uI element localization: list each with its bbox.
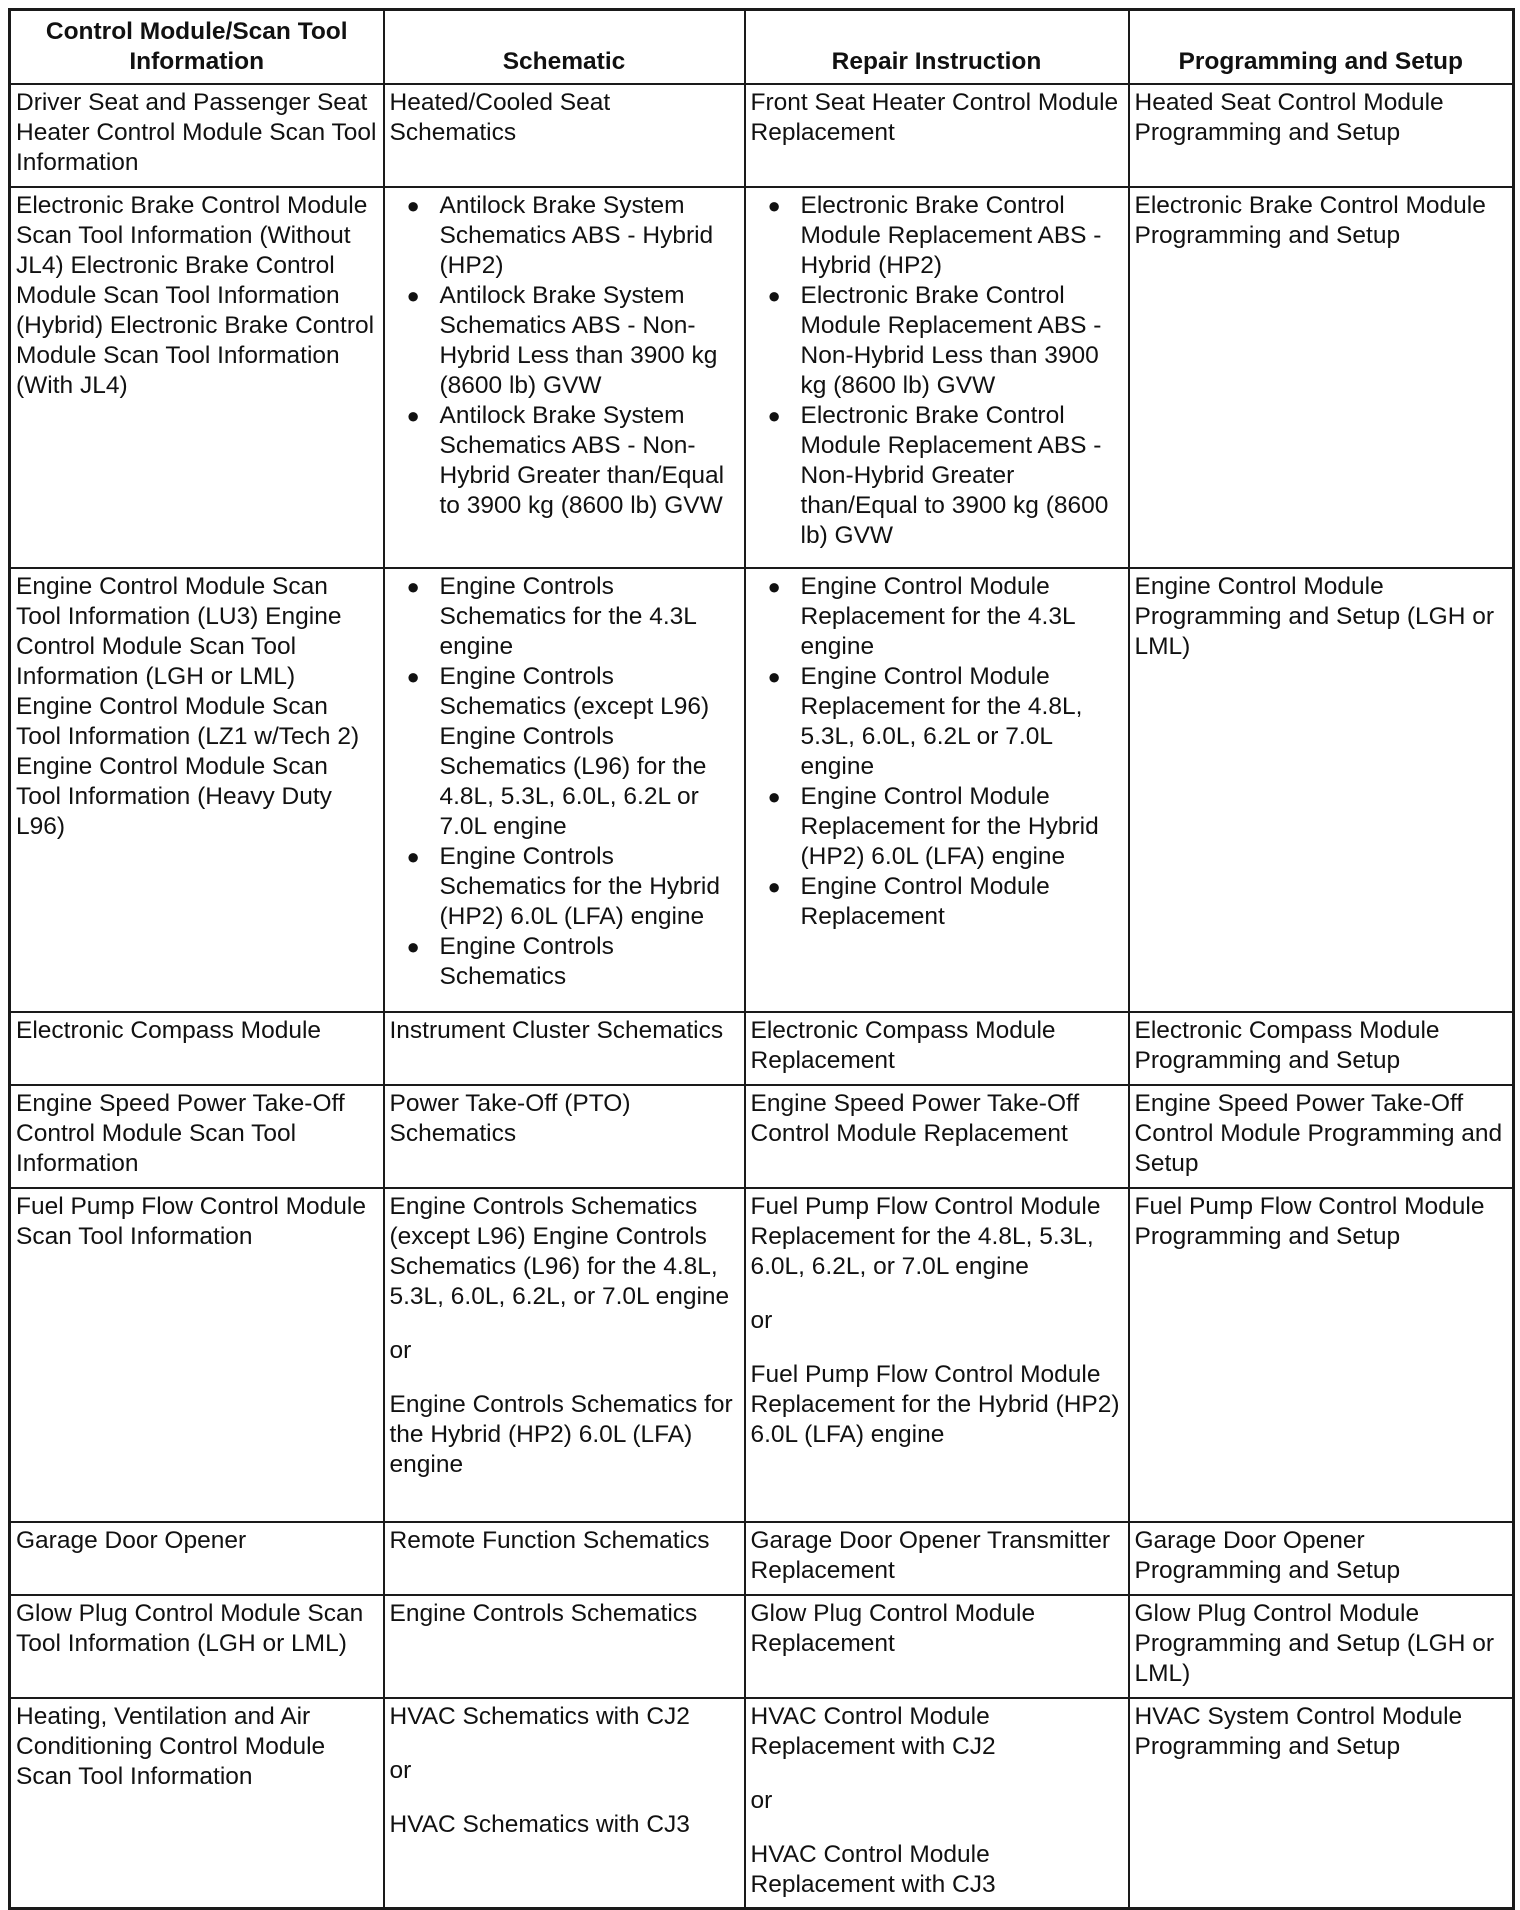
module-cell: Heating, Ventilation and Air Conditioning Control Module Scan Tool Information xyxy=(10,1698,384,1909)
programming-cell: Engine Control Module Programming and Setup (LGH or LML) xyxy=(1129,568,1514,1012)
schematic-cell: Instrument Cluster Schematics xyxy=(384,1012,745,1085)
module-cell: Engine Control Module Scan Tool Information (LU3) Engine Control Module Scan Tool Information (LGH or LML) Engine Control Module Scan Tool Information (LZ1 w/Tech 2) Engine Control Module Scan Tool Information (Heavy Duty L96) xyxy=(10,568,384,1012)
list-item: ● Engine Controls Schematics (except L96) Engine Controls Schematics (L96) for the 4.8L, 5.3L, 6.0L, 6.2L or 7.0L engine xyxy=(390,662,738,842)
programming-cell: Fuel Pump Flow Control Module Programming and Setup xyxy=(1129,1188,1514,1522)
programming-cell: Electronic Brake Control Module Programming and Setup xyxy=(1129,187,1514,568)
schematic-list xyxy=(390,191,738,521)
repair-option-b: Fuel Pump Flow Control Module Replacement for the Hybrid (HP2) 6.0L (LFA) engine xyxy=(750,1360,1120,1448)
schematic-cell xyxy=(384,1698,745,1909)
repair-cell: Front Seat Heater Control Module Replacement xyxy=(745,84,1129,187)
schematic-list xyxy=(390,572,738,992)
table-row xyxy=(10,187,1514,568)
list-item: ● Engine Control Module Replacement xyxy=(751,872,1122,932)
table-row xyxy=(10,1085,1514,1188)
repair-cell: Glow Plug Control Module Replacement xyxy=(745,1595,1129,1698)
repair-option-a: HVAC Control Module Replacement with CJ2 xyxy=(750,1702,996,1760)
programming-cell: Heated Seat Control Module Programming and Setup xyxy=(1129,84,1514,187)
list-item: ● Engine Controls Schematics xyxy=(390,932,738,992)
table-row xyxy=(10,1698,1514,1909)
header-schematic: Schematic xyxy=(384,10,745,84)
programming-cell: Engine Speed Power Take-Off Control Module Programming and Setup xyxy=(1129,1085,1514,1188)
repair-list xyxy=(751,572,1122,932)
programming-cell: Electronic Compass Module Programming and Setup xyxy=(1129,1012,1514,1085)
list-item: ● Electronic Brake Control Module Replacement ABS - Hybrid (HP2) xyxy=(751,191,1122,281)
repair-option-b: HVAC Control Module Replacement with CJ3 xyxy=(750,1840,996,1898)
control-module-table xyxy=(8,8,1515,1910)
programming-cell: Garage Door Opener Programming and Setup xyxy=(1129,1522,1514,1595)
module-cell: Glow Plug Control Module Scan Tool Information (LGH or LML) xyxy=(10,1595,384,1698)
table-row xyxy=(10,568,1514,1012)
header-repair: Repair Instruction xyxy=(745,10,1129,84)
schematic-cell: Engine Controls Schematics xyxy=(384,1595,745,1698)
schematic-cell xyxy=(384,568,745,1012)
repair-cell xyxy=(745,1188,1129,1522)
repair-cell xyxy=(745,187,1129,568)
table-row xyxy=(10,1595,1514,1698)
schematic-option-b: HVAC Schematics with CJ3 xyxy=(389,1810,690,1838)
programming-cell: HVAC System Control Module Programming and Setup xyxy=(1129,1698,1514,1909)
module-cell: Electronic Brake Control Module Scan Tool Information (Without JL4) Electronic Brake Control Module Scan Tool Information (Hybrid) Electronic Brake Control Module Scan Tool Information (With JL4) xyxy=(10,187,384,568)
repair-list xyxy=(751,191,1122,551)
header-programming: Programming and Setup xyxy=(1129,10,1514,84)
repair-cell: Garage Door Opener Transmitter Replacement xyxy=(745,1522,1129,1595)
or-separator: or xyxy=(389,1336,412,1364)
or-separator: or xyxy=(750,1786,773,1814)
module-cell: Driver Seat and Passenger Seat Heater Control Module Scan Tool Information xyxy=(10,84,384,187)
module-cell: Fuel Pump Flow Control Module Scan Tool Information xyxy=(10,1188,384,1522)
list-item: ● Electronic Brake Control Module Replacement ABS - Non-Hybrid Less than 3900 kg (8600 lb) GVW xyxy=(751,281,1122,401)
repair-option-a: Fuel Pump Flow Control Module Replacement for the 4.8L, 5.3L, 6.0L, 6.2L, or 7.0L engine xyxy=(750,1192,1101,1280)
schematic-option-a: Engine Controls Schematics (except L96) Engine Controls Schematics (L96) for the 4.8L, 5.3L, 6.0L, 6.2L, or 7.0L engine xyxy=(389,1192,730,1310)
list-item: ● Engine Controls Schematics for the 4.3L engine xyxy=(390,572,738,662)
list-item: ● Engine Control Module Replacement for the 4.8L, 5.3L, 6.0L, 6.2L or 7.0L engine xyxy=(751,662,1122,782)
list-item: ● Antilock Brake System Schematics ABS - Non-Hybrid Less than 3900 kg (8600 lb) GVW xyxy=(390,281,738,401)
schematic-option-b: Engine Controls Schematics for the Hybrid (HP2) 6.0L (LFA) engine xyxy=(389,1390,733,1478)
schematic-cell: Remote Function Schematics xyxy=(384,1522,745,1595)
module-cell: Electronic Compass Module xyxy=(10,1012,384,1085)
header-row xyxy=(10,10,1514,84)
module-cell: Engine Speed Power Take-Off Control Module Scan Tool Information xyxy=(10,1085,384,1188)
repair-cell: Electronic Compass Module Replacement xyxy=(745,1012,1129,1085)
list-item: ● Antilock Brake System Schematics ABS - Hybrid (HP2) xyxy=(390,191,738,281)
list-item: ● Antilock Brake System Schematics ABS - Non-Hybrid Greater than/Equal to 3900 kg (8600 lb) GVW xyxy=(390,401,738,521)
programming-cell: Glow Plug Control Module Programming and Setup (LGH or LML) xyxy=(1129,1595,1514,1698)
repair-cell xyxy=(745,568,1129,1012)
repair-cell: Engine Speed Power Take-Off Control Module Replacement xyxy=(745,1085,1129,1188)
schematic-cell xyxy=(384,1188,745,1522)
schematic-option-a: HVAC Schematics with CJ2 xyxy=(389,1702,690,1730)
table-row xyxy=(10,1012,1514,1085)
table-row xyxy=(10,1522,1514,1595)
module-cell: Garage Door Opener xyxy=(10,1522,384,1595)
schematic-cell xyxy=(384,187,745,568)
list-item: ● Electronic Brake Control Module Replacement ABS - Non-Hybrid Greater than/Equal to 3900 kg (8600 lb) GVW xyxy=(751,401,1122,551)
or-separator: or xyxy=(389,1756,412,1784)
schematic-cell: Heated/Cooled Seat Schematics xyxy=(384,84,745,187)
list-item: ● Engine Control Module Replacement for the 4.3L engine xyxy=(751,572,1122,662)
document-page xyxy=(8,8,1512,1898)
schematic-cell: Power Take-Off (PTO) Schematics xyxy=(384,1085,745,1188)
table-row xyxy=(10,1188,1514,1522)
list-item: ● Engine Control Module Replacement for the Hybrid (HP2) 6.0L (LFA) engine xyxy=(751,782,1122,872)
table-row xyxy=(10,84,1514,187)
or-separator: or xyxy=(750,1306,773,1334)
list-item: ● Engine Controls Schematics for the Hybrid (HP2) 6.0L (LFA) engine xyxy=(390,842,738,932)
repair-cell xyxy=(745,1698,1129,1909)
header-module: Control Module/Scan Tool Information xyxy=(10,10,384,84)
